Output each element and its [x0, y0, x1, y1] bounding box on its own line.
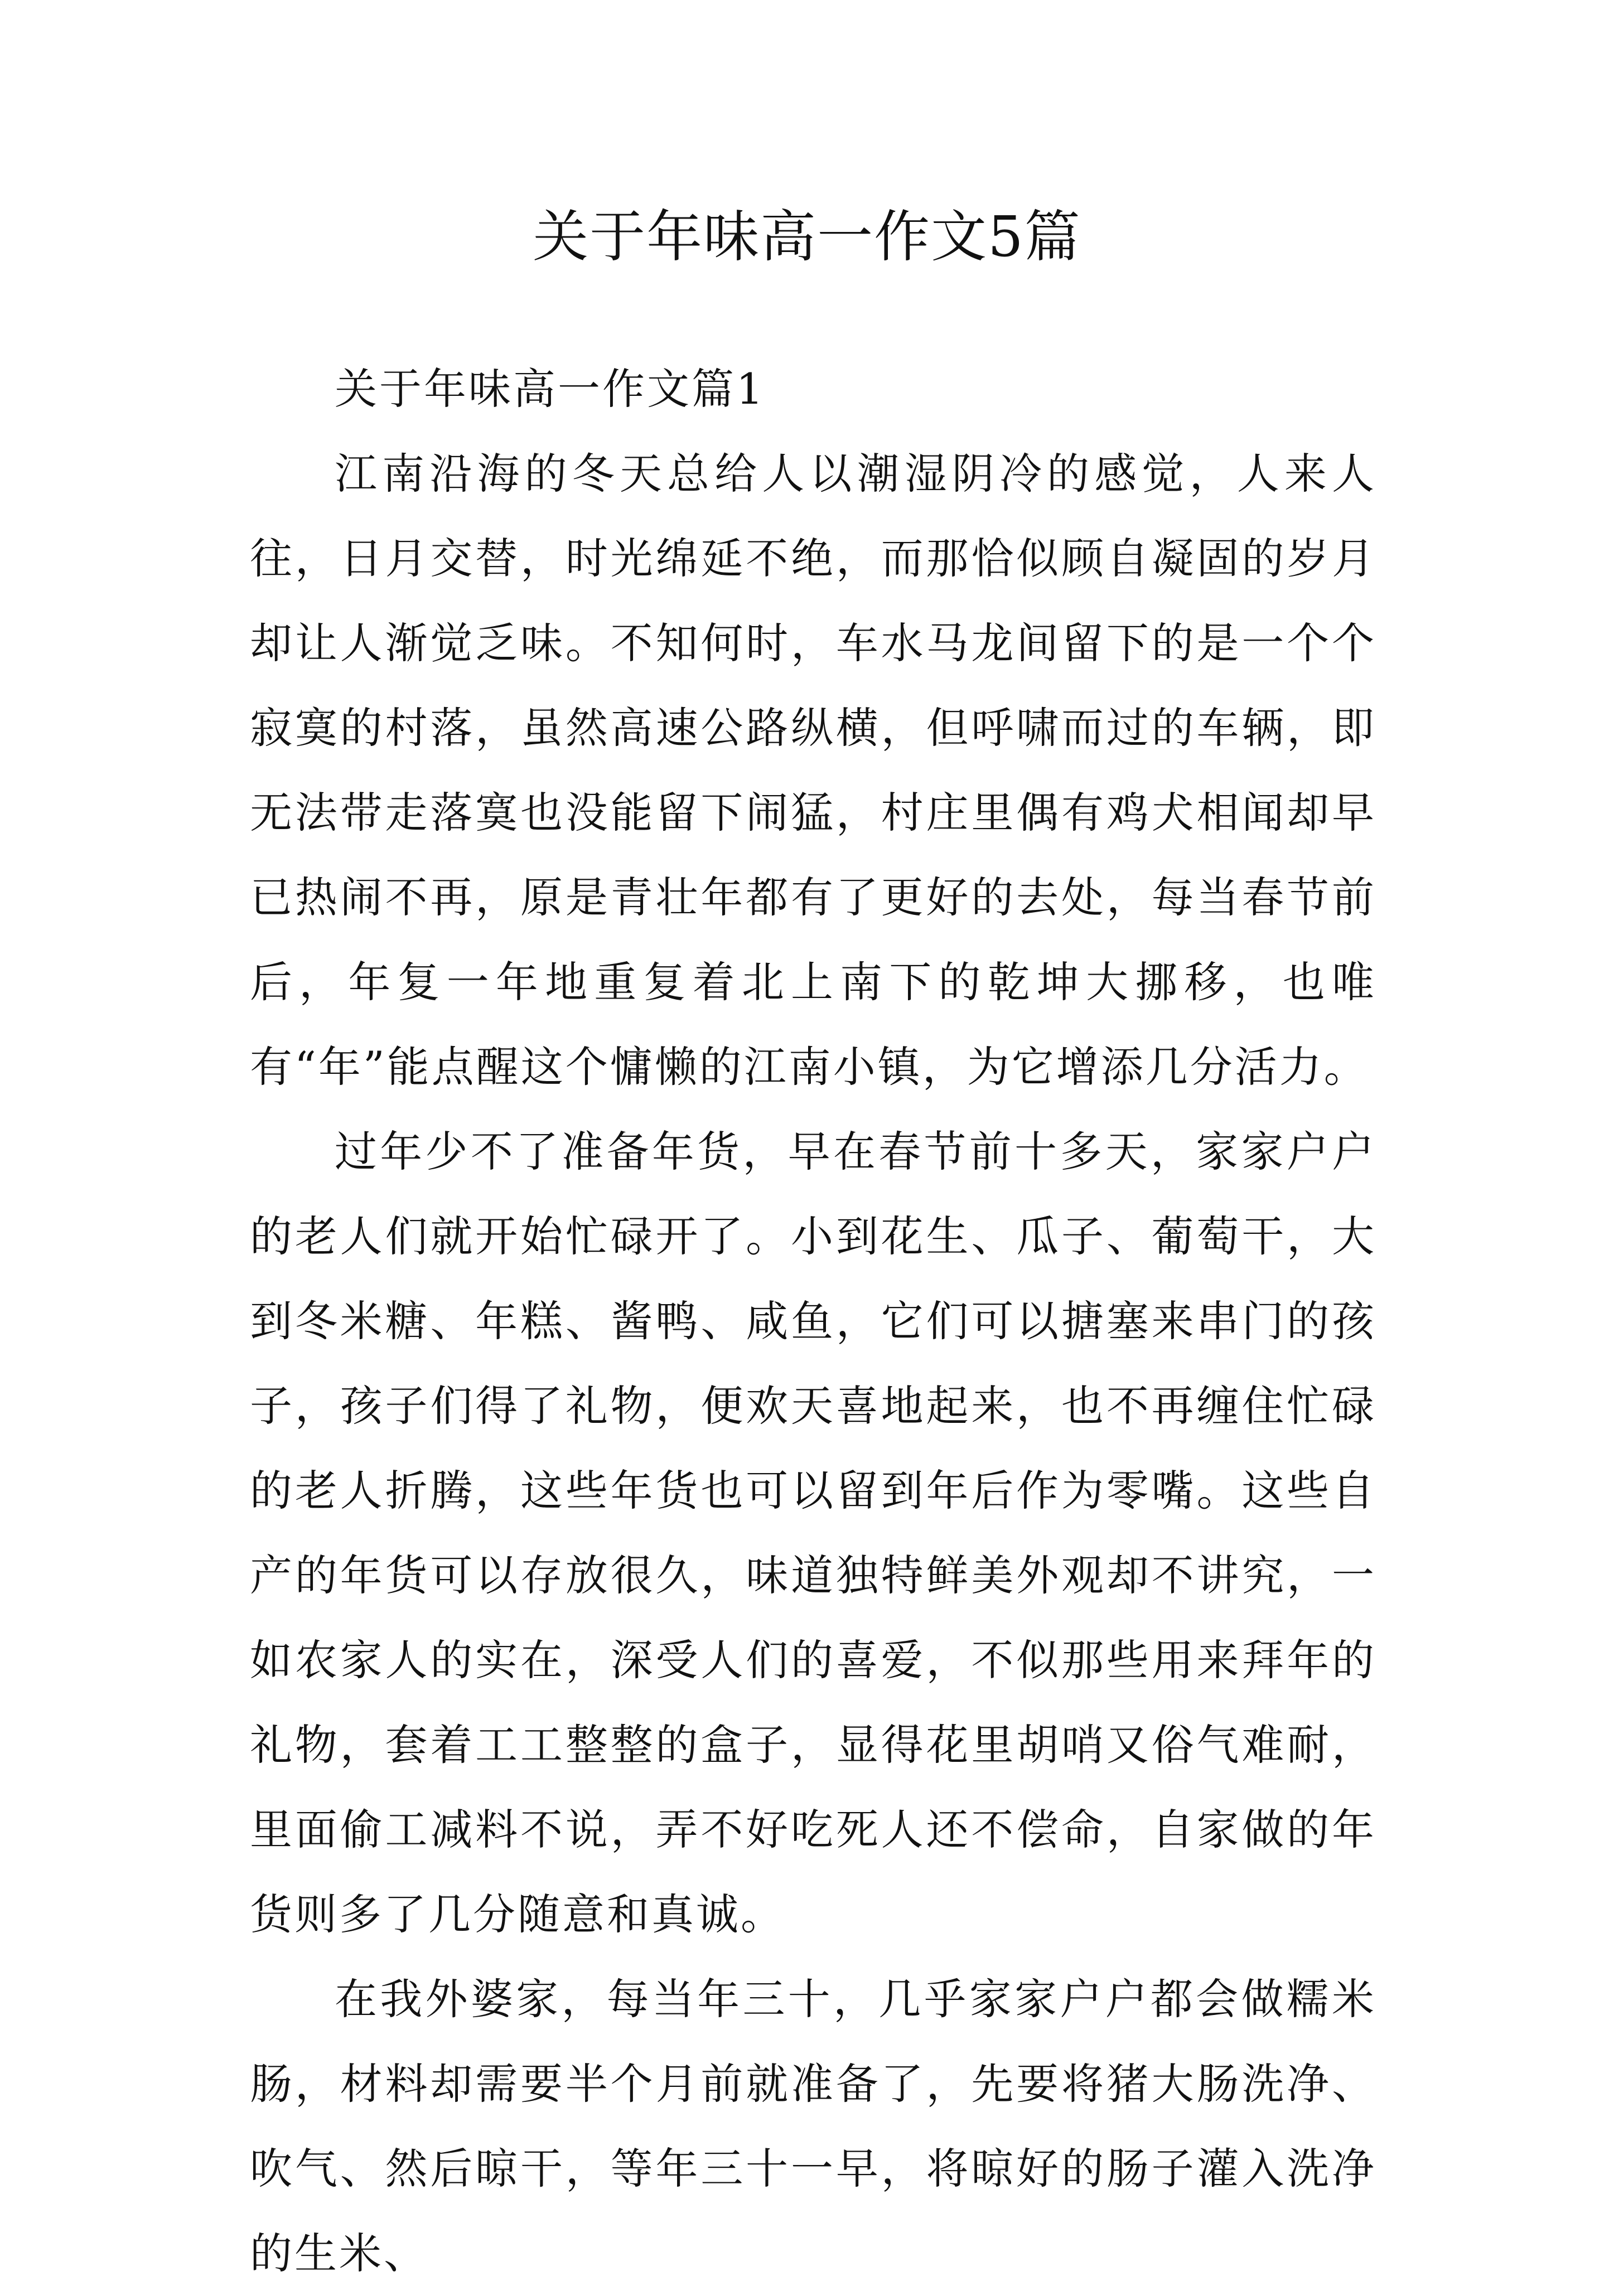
paragraph: 江南沿海的冬天总给人以潮湿阴冷的感觉，人来人往，日月交替，时光绵延不绝，而那恰似顾自凝固的岁月却让人渐觉乏味。不知何时，车水马龙间留下的是一个个寂寞的村落，虽然高速公路纵横，但呼啸而过的车辆，即无法带走落寞也没能留下闹猛，村庄里偶有鸡犬相闻却早已热闹不再，原是青壮年都有了更好的去处，每当春节前后，年复一年地重复着北上南下的乾坤大挪移，也唯有“年”能点醒这个慵懒的江南小镇，为它增添几分活力。 — [250, 449, 1376, 1092]
paragraph: 过年少不了准备年货，早在春节前十多天，家家户户的老人们就开始忙碌开了。小到花生、瓜子、葡萄干，大到冬米糖、年糕、酱鸭、咸鱼，它们可以搪塞来串门的孩子，孩子们得了礼物，便欢天喜地起来，也不再缠住忙碌的老人折腾，这些年货也可以留到年后作为零嘴。这些自产的年货可以存放很久，味道独特鲜美外观却不讲究，一如农家人的实在，深受人们的喜爱，不似那些用来拜年的礼物，套着工工整整的盒子，显得花里胡哨又俗气难耐，里面偷工减料不说，弄不好吃死人还不偿命，自家做的年货则多了几分随意和真诚。 — [250, 1127, 1376, 1939]
document-body — [250, 347, 1376, 2296]
section-heading: 关于年味高一作文篇1 — [335, 364, 766, 414]
paragraph: 在我外婆家，每当年三十，几乎家家户户都会做糯米肠，材料却需要半个月前就准备了，先要将猪大肠洗净、吹气、然后晾干，等年三十一早，将晾好的肠子灌入洗净的生米、 — [250, 1974, 1376, 2278]
document-title: 关于年味高一作文5篇 — [533, 204, 1081, 269]
